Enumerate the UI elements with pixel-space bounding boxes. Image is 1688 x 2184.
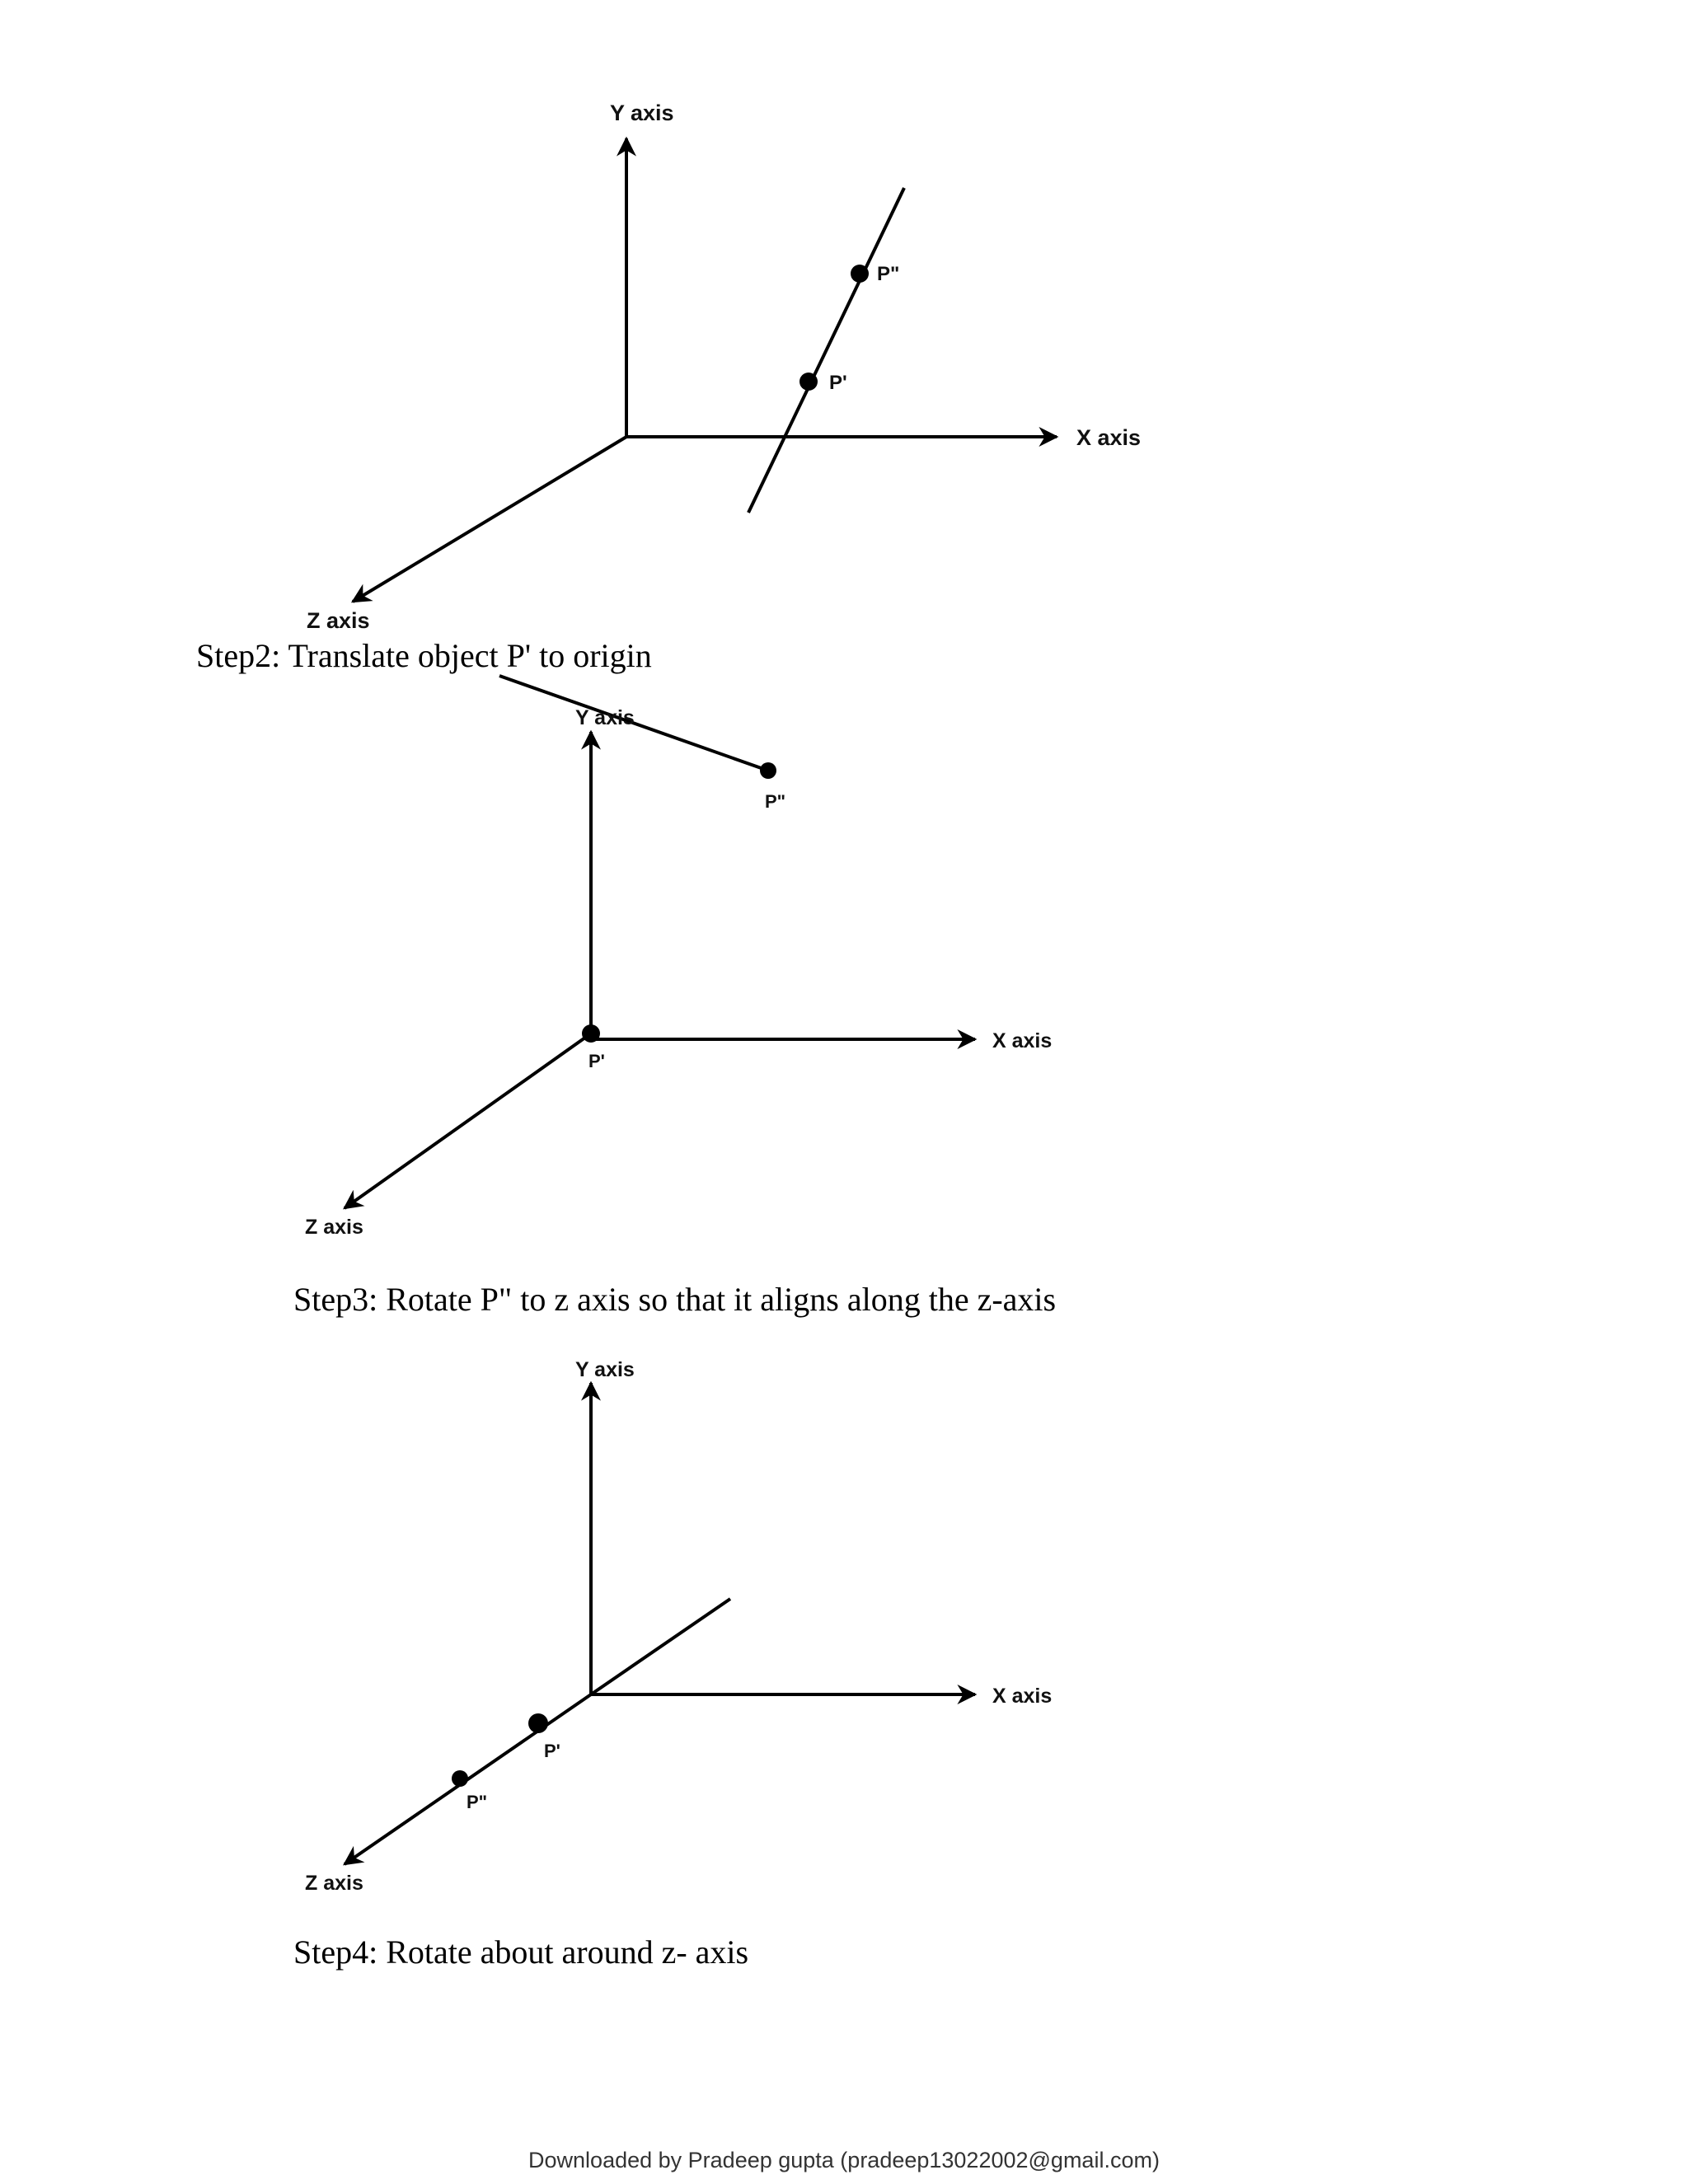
fig1-point-p-prime (799, 373, 818, 391)
fig3-point-p-double-prime (452, 1770, 468, 1787)
fig3-point-p-prime-label: P' (544, 1741, 560, 1761)
figure-2-axes-diagram (0, 676, 1688, 1253)
step3-caption: Step3: Rotate P" to z axis so that it aligns along the z-axis (293, 1281, 1057, 1318)
fig1-y-axis-label: Y axis (610, 101, 674, 125)
fig2-z-axis (345, 1033, 591, 1208)
fig2-point-p-double-prime (760, 762, 776, 779)
fig1-object-line (748, 188, 904, 513)
fig3-z-axis-label: Z axis (305, 1872, 363, 1895)
fig3-back-line (591, 1599, 730, 1694)
step2-caption: Step2: Translate object P' to origin (196, 637, 652, 674)
fig1-point-p-double-prime-label: P" (877, 263, 900, 285)
fig2-point-p-prime-label: P' (588, 1051, 605, 1071)
fig3-y-axis-label: Y axis (575, 1358, 635, 1381)
figure-3-axes-diagram (0, 1343, 1688, 1920)
fig1-point-p-double-prime (851, 265, 869, 283)
fig3-point-p-double-prime-label: P" (467, 1792, 488, 1812)
fig2-x-axis-label: X axis (992, 1029, 1053, 1052)
fig1-x-axis-label: X axis (1076, 425, 1142, 450)
figure-1-axes-diagram (0, 0, 1688, 659)
fig1-z-axis-label: Z axis (307, 608, 370, 633)
fig2-y-axis-label: Y axis (575, 706, 635, 729)
download-footer: Downloaded by Pradeep gupta (pradeep13022002@gmail.com) (528, 2148, 1160, 2172)
fig2-z-axis-label: Z axis (305, 1216, 363, 1239)
fig3-point-p-prime (528, 1713, 548, 1733)
fig1-z-axis (353, 437, 626, 602)
fig3-x-axis-label: X axis (992, 1685, 1053, 1708)
fig2-point-p-double-prime-label: P" (765, 791, 786, 812)
fig2-point-p-prime (582, 1024, 600, 1043)
fig1-point-p-prime-label: P' (829, 372, 847, 394)
step4-caption: Step4: Rotate about around z- axis (293, 1933, 749, 1971)
